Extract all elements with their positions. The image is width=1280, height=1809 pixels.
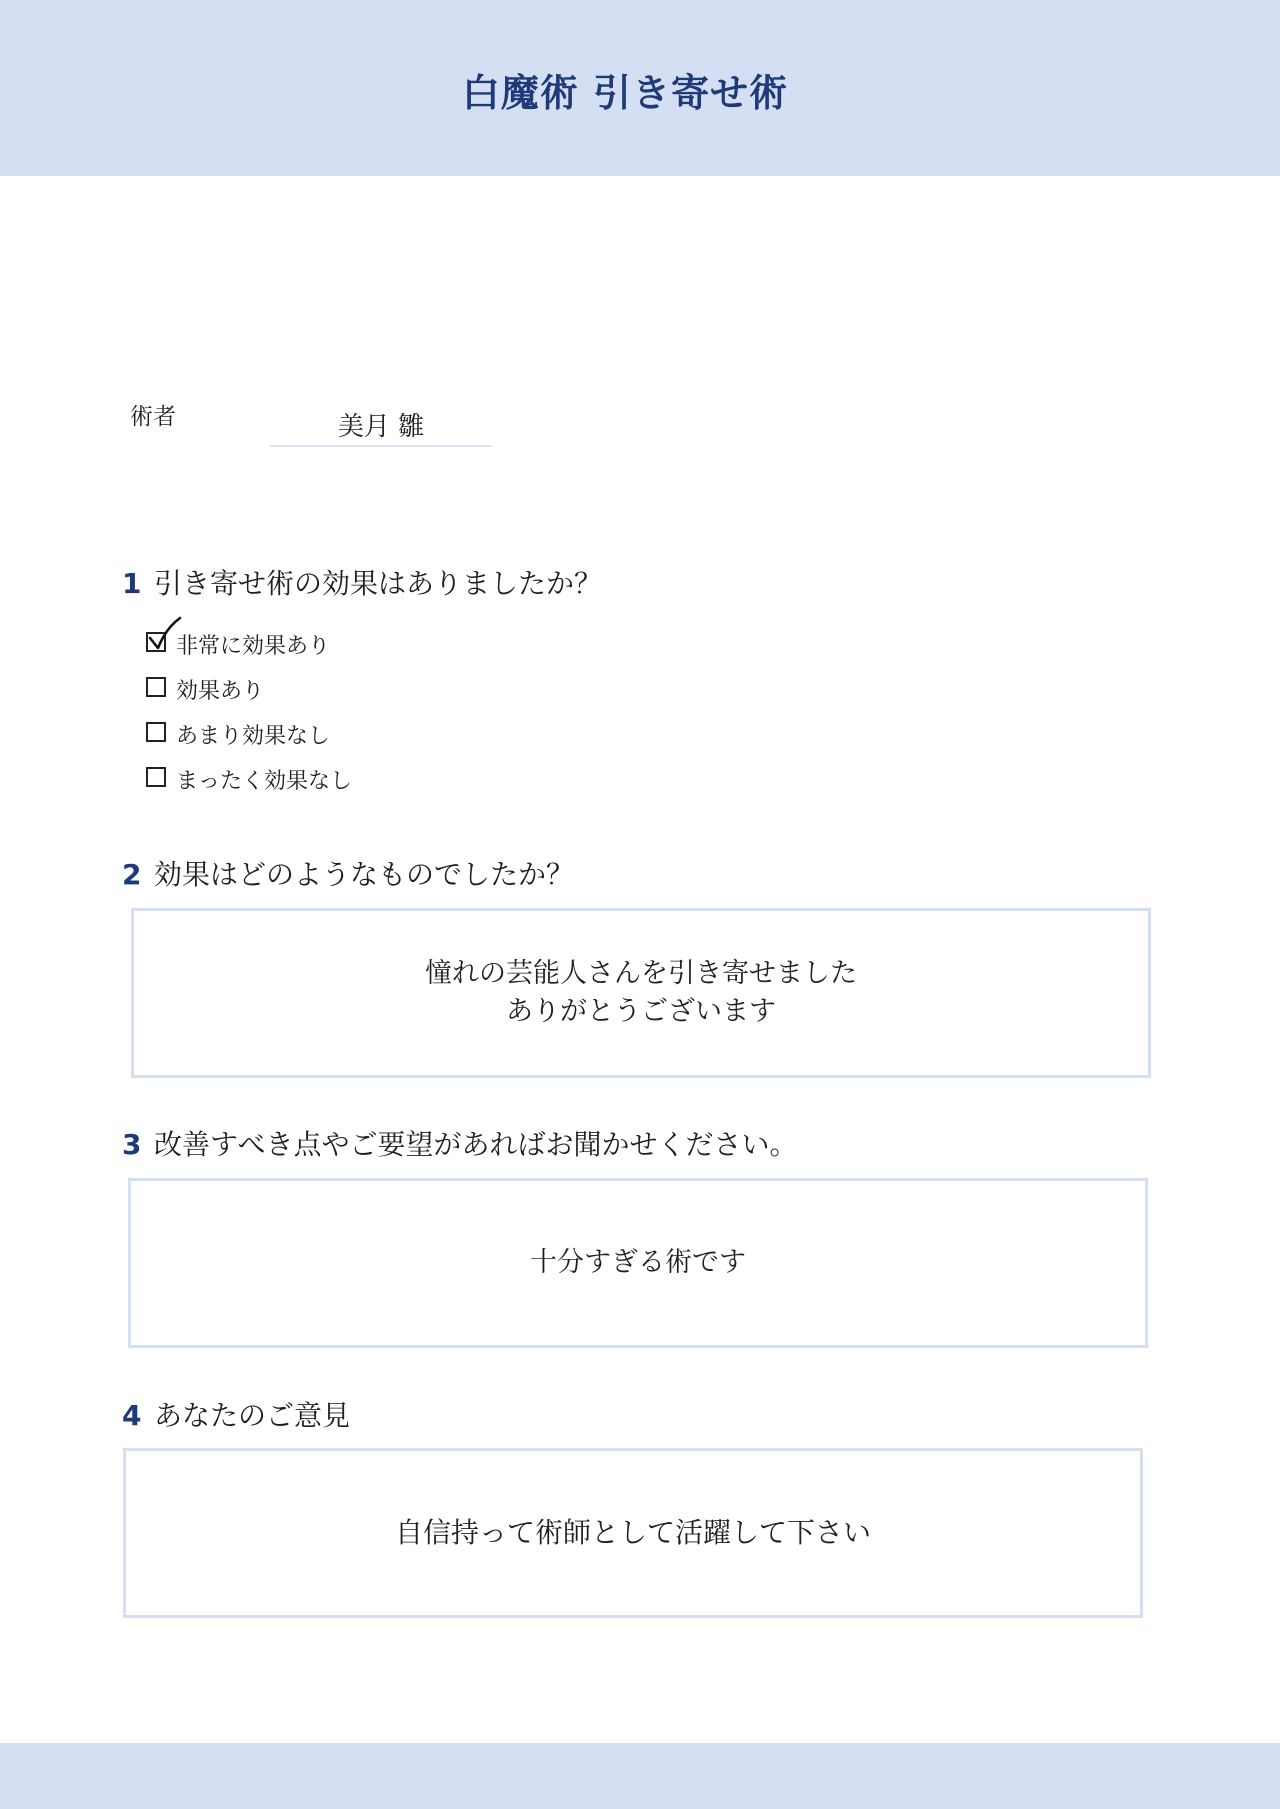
option-label: 効果あり xyxy=(176,679,265,704)
question-2 xyxy=(122,853,574,893)
question-number: 3 xyxy=(122,1128,142,1161)
question-4 xyxy=(122,1394,350,1434)
checkbox[interactable] xyxy=(146,767,166,787)
question-number: 4 xyxy=(122,1399,142,1432)
answer-line: 憧れの芸能人さんを引き寄せました xyxy=(425,958,857,989)
answer-box-4[interactable] xyxy=(123,1448,1143,1618)
checkbox[interactable] xyxy=(146,722,166,742)
option-label: まったく効果なし xyxy=(176,769,353,794)
author-underline xyxy=(270,445,492,447)
question-number: 1 xyxy=(122,567,142,600)
question-text: 効果はどのようなものでしたか？ xyxy=(154,858,575,891)
question-3 xyxy=(122,1123,797,1163)
answer-line: ありがとうございます xyxy=(506,996,776,1027)
option-label: 非常に効果あり xyxy=(176,634,331,659)
checkbox[interactable] xyxy=(146,677,166,697)
author-label: 術者 xyxy=(130,404,176,430)
option-label: あまり効果なし xyxy=(176,724,331,749)
footer-band xyxy=(0,1743,1280,1809)
answer-line: 自信持って術師として活躍して下さい xyxy=(394,1516,871,1549)
answer-box-2[interactable] xyxy=(131,908,1151,1078)
question-text: 引き寄せ術の効果はありましたか？ xyxy=(154,567,603,600)
answer-box-3[interactable] xyxy=(128,1178,1148,1348)
page-title: 白魔術 引き寄せ術 xyxy=(461,71,789,115)
question-text: 改善すべき点やご要望があればお聞かせください。 xyxy=(154,1128,798,1161)
question-number: 2 xyxy=(122,858,142,891)
question-1 xyxy=(122,562,602,602)
author-name-field[interactable]: 美月 雛 xyxy=(337,412,425,442)
question-text: あなたのご意見 xyxy=(154,1399,351,1432)
answer-line: 十分すぎる術です xyxy=(530,1247,746,1278)
